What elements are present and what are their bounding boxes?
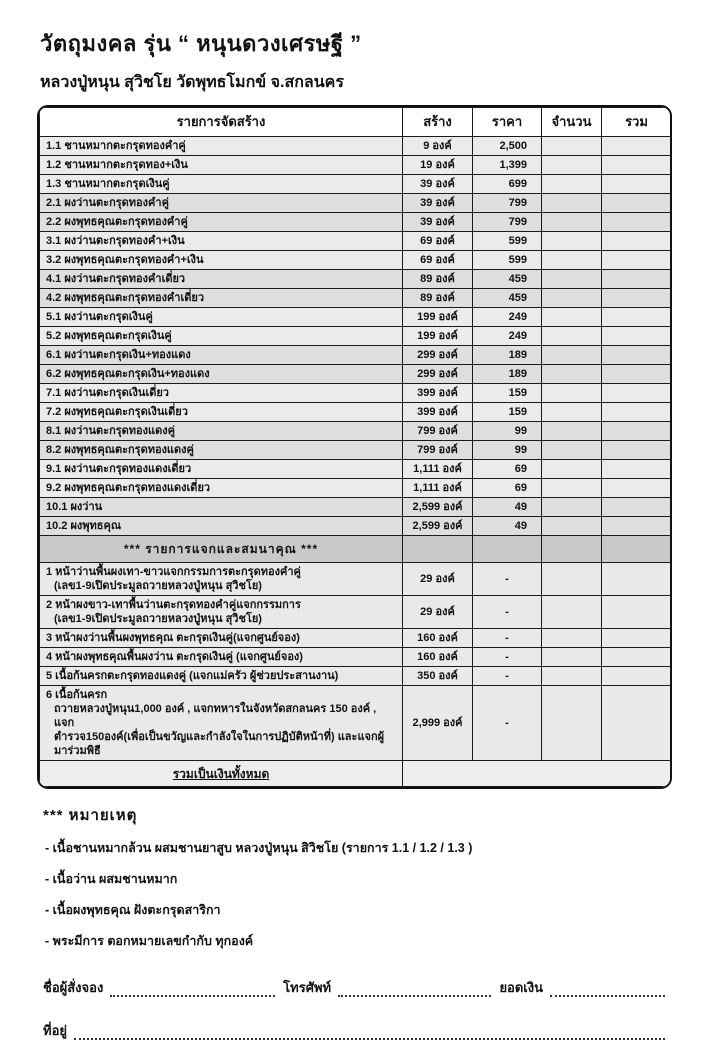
giveaway-price: - bbox=[473, 648, 542, 667]
giveaway-quantity-blank bbox=[542, 648, 602, 667]
giveaway-sum-blank bbox=[602, 667, 672, 686]
address-field bbox=[74, 1026, 665, 1040]
item-quantity-blank bbox=[542, 156, 602, 175]
item-price: 49 bbox=[473, 498, 542, 517]
item-row bbox=[40, 308, 672, 327]
item-price: 189 bbox=[473, 346, 542, 365]
items-section bbox=[40, 137, 672, 536]
item-price: 69 bbox=[473, 479, 542, 498]
item-name: 7.2 ผงพุทธคุณตะกรุดเงินเดี่ยว bbox=[40, 403, 403, 422]
giveaway-sum-blank bbox=[602, 686, 672, 761]
item-made-count: 89 องค์ bbox=[403, 289, 473, 308]
item-price: 49 bbox=[473, 517, 542, 536]
section-header-label: *** รายการแจกและสมนาคุณ *** bbox=[40, 536, 403, 563]
item-row bbox=[40, 441, 672, 460]
item-name: 8.2 ผงพุทธคุณตะกรุดทองแดงคู่ bbox=[40, 441, 403, 460]
item-name: 9.2 ผงพุทธคุณตะกรุดทองแดงเดี่ยว bbox=[40, 479, 403, 498]
item-made-count: 39 องค์ bbox=[403, 194, 473, 213]
page-title: วัตถุมงคล รุ่น “ หนุนดวงเศรษฐี ” bbox=[40, 31, 362, 56]
item-name: 10.2 ผงพุทธคุณ bbox=[40, 517, 403, 536]
note-line: - พระมีการ ตอกหมายเลขกำกับ ทุกองค์ bbox=[45, 934, 254, 948]
amount-label: ยอดเงิน bbox=[499, 980, 543, 995]
item-price: 159 bbox=[473, 403, 542, 422]
item-name: 9.1 ผงว่านตะกรุดทองแดงเดี่ยว bbox=[40, 460, 403, 479]
item-row bbox=[40, 213, 672, 232]
item-sum-blank bbox=[602, 384, 672, 403]
item-quantity-blank bbox=[542, 441, 602, 460]
item-row bbox=[40, 232, 672, 251]
item-price: 599 bbox=[473, 232, 542, 251]
item-made-count: 39 องค์ bbox=[403, 213, 473, 232]
giveaway-sum-blank bbox=[602, 629, 672, 648]
item-sum-blank bbox=[602, 232, 672, 251]
item-row bbox=[40, 403, 672, 422]
item-quantity-blank bbox=[542, 194, 602, 213]
phone-label: โทรศัพท์ bbox=[283, 980, 332, 995]
giveaway-price: - bbox=[473, 596, 542, 629]
item-quantity-blank bbox=[542, 213, 602, 232]
item-made-count: 39 องค์ bbox=[403, 175, 473, 194]
item-quantity-blank bbox=[542, 270, 602, 289]
item-made-count: 199 องค์ bbox=[403, 308, 473, 327]
column-header-quantity: จำนวน bbox=[542, 108, 602, 137]
item-row bbox=[40, 498, 672, 517]
item-sum-blank bbox=[602, 175, 672, 194]
item-made-count: 2,599 องค์ bbox=[403, 517, 473, 536]
item-row bbox=[40, 270, 672, 289]
giveaway-sum-blank bbox=[602, 648, 672, 667]
giveaway-row bbox=[40, 596, 672, 629]
address-label: ที่อยู่ bbox=[43, 1023, 67, 1038]
item-sum-blank bbox=[602, 156, 672, 175]
item-sum-blank bbox=[602, 194, 672, 213]
amount-field bbox=[550, 983, 665, 997]
giveaway-name: 5 เนื้อก้นครกตะกรุดทองแดงคู่ (แจกแม่ครัว ผู้ช่วยประสานงาน) bbox=[40, 667, 403, 686]
note-line: - เนื้อว่าน ผสมชานหมาก bbox=[45, 872, 178, 886]
item-price: 249 bbox=[473, 308, 542, 327]
giveaway-row bbox=[40, 686, 672, 761]
giveaway-made-count: 29 องค์ bbox=[403, 596, 473, 629]
page-subtitle: หลวงปู่หนุน สุวิชโย วัดพุทธโมกข์ จ.สกลนคร bbox=[40, 74, 344, 91]
column-header-item: รายการจัดสร้าง bbox=[40, 108, 403, 137]
item-price: 459 bbox=[473, 270, 542, 289]
item-sum-blank bbox=[602, 460, 672, 479]
giveaway-name: 6 เนื้อก้นครก ถวายหลวงปู่หนุน1,000 องค์ , แจกทหารในจังหวัดสกลนคร 150 องค์ , แจก ตำรวจ150องค์(เพื่อเป็นขวัญและกำลังใจในการปฏิบัติหน้าที่) และแจกผู้มาร่วมพิธี bbox=[40, 686, 403, 761]
item-row bbox=[40, 251, 672, 270]
item-row bbox=[40, 289, 672, 308]
form-line-contact bbox=[43, 977, 673, 998]
item-quantity-blank bbox=[542, 403, 602, 422]
giveaway-row bbox=[40, 563, 672, 596]
order-table bbox=[37, 105, 672, 789]
item-name: 6.1 ผงว่านตะกรุดเงิน+ทองแดง bbox=[40, 346, 403, 365]
table-header-row bbox=[40, 108, 672, 137]
giveaway-made-count: 160 องค์ bbox=[403, 629, 473, 648]
item-sum-blank bbox=[602, 270, 672, 289]
item-name: 1.2 ชานหมากตะกรุดทอง+เงิน bbox=[40, 156, 403, 175]
item-sum-blank bbox=[602, 346, 672, 365]
item-name: 2.2 ผงพุทธคุณตะกรุดทองคำคู่ bbox=[40, 213, 403, 232]
item-quantity-blank bbox=[542, 365, 602, 384]
giveaway-price: - bbox=[473, 629, 542, 648]
item-price: 189 bbox=[473, 365, 542, 384]
form-line-address bbox=[43, 1020, 673, 1041]
item-sum-blank bbox=[602, 137, 672, 156]
giveaway-made-count: 29 องค์ bbox=[403, 563, 473, 596]
column-header-sum: รวม bbox=[602, 108, 672, 137]
item-sum-blank bbox=[602, 517, 672, 536]
item-made-count: 1,111 องค์ bbox=[403, 460, 473, 479]
giveaway-made-count: 160 องค์ bbox=[403, 648, 473, 667]
item-quantity-blank bbox=[542, 232, 602, 251]
item-sum-blank bbox=[602, 422, 672, 441]
item-price: 599 bbox=[473, 251, 542, 270]
item-price: 799 bbox=[473, 213, 542, 232]
item-made-count: 399 องค์ bbox=[403, 384, 473, 403]
item-price: 799 bbox=[473, 194, 542, 213]
phone-field bbox=[338, 983, 491, 997]
item-quantity-blank bbox=[542, 308, 602, 327]
item-name: 1.1 ชานหมากตะกรุดทองคำคู่ bbox=[40, 137, 403, 156]
item-quantity-blank bbox=[542, 498, 602, 517]
item-row bbox=[40, 384, 672, 403]
item-row bbox=[40, 460, 672, 479]
item-sum-blank bbox=[602, 498, 672, 517]
giveaway-sum-blank bbox=[602, 563, 672, 596]
item-quantity-blank bbox=[542, 327, 602, 346]
item-made-count: 9 องค์ bbox=[403, 137, 473, 156]
item-quantity-blank bbox=[542, 137, 602, 156]
item-name: 4.2 ผงพุทธคุณตะกรุดทองคำเดี่ยว bbox=[40, 289, 403, 308]
item-price: 459 bbox=[473, 289, 542, 308]
giveaway-name: 2 หน้าผงขาว-เทาพื้นว่านตะกรุดทองคำคู่แจกกรรมการ (เลข1-9เปิดประมูลถวายหลวงปู่หนุน สุวิชโย) bbox=[40, 596, 403, 629]
total-section bbox=[40, 761, 672, 787]
item-name: 5.1 ผงว่านตะกรุดเงินคู่ bbox=[40, 308, 403, 327]
item-row bbox=[40, 175, 672, 194]
item-name: 8.1 ผงว่านตะกรุดทองแดงคู่ bbox=[40, 422, 403, 441]
item-name: 10.1 ผงว่าน bbox=[40, 498, 403, 517]
item-made-count: 69 องค์ bbox=[403, 232, 473, 251]
giveaway-price: - bbox=[473, 686, 542, 761]
item-quantity-blank bbox=[542, 251, 602, 270]
section-header-row bbox=[40, 536, 672, 563]
note-line: - เนื้อผงพุทธคุณ ฝังตะกรุดสาริกา bbox=[45, 903, 221, 917]
giveaway-row bbox=[40, 629, 672, 648]
item-price: 249 bbox=[473, 327, 542, 346]
item-made-count: 69 องค์ bbox=[403, 251, 473, 270]
item-price: 699 bbox=[473, 175, 542, 194]
orderer-name-field bbox=[110, 983, 275, 997]
item-name: 2.1 ผงว่านตะกรุดทองคำคู่ bbox=[40, 194, 403, 213]
column-header-made: สร้าง bbox=[403, 108, 473, 137]
giveaway-row bbox=[40, 667, 672, 686]
item-price: 2,500 bbox=[473, 137, 542, 156]
item-sum-blank bbox=[602, 479, 672, 498]
item-price: 159 bbox=[473, 384, 542, 403]
notes-section bbox=[43, 803, 672, 951]
item-name: 1.3 ชานหมากตะกรุดเงินคู่ bbox=[40, 175, 403, 194]
column-header-price: ราคา bbox=[473, 108, 542, 137]
giveaway-name: 3 หน้าผงว่านพื้นผงพุทธคุณ ตะกรุดเงินคู่(แจกศูนย์จอง) bbox=[40, 629, 403, 648]
giveaway-row bbox=[40, 648, 672, 667]
item-row bbox=[40, 194, 672, 213]
giveaway-price: - bbox=[473, 667, 542, 686]
giveaway-made-count: 350 องค์ bbox=[403, 667, 473, 686]
item-name: 3.2 ผงพุทธคุณตะกรุดทองคำ+เงิน bbox=[40, 251, 403, 270]
item-made-count: 89 องค์ bbox=[403, 270, 473, 289]
giveaway-sum-blank bbox=[602, 596, 672, 629]
item-row bbox=[40, 137, 672, 156]
giveaway-name: 1 หน้าว่านพื้นผงเทา-ขาวแจกกรรมการตะกรุดทองคำคู่ (เลข1-9เปิดประมูลถวายหลวงปู่หนุน สุวิชโย) bbox=[40, 563, 403, 596]
item-made-count: 199 องค์ bbox=[403, 327, 473, 346]
item-quantity-blank bbox=[542, 346, 602, 365]
item-name: 6.2 ผงพุทธคุณตะกรุดเงิน+ทองแดง bbox=[40, 365, 403, 384]
item-row bbox=[40, 517, 672, 536]
item-row bbox=[40, 327, 672, 346]
giveaway-name: 4 หน้าผงพุทธคุณพื้นผงว่าน ตะกรุดเงินคู่ (แจกศูนย์จอง) bbox=[40, 648, 403, 667]
item-sum-blank bbox=[602, 403, 672, 422]
item-made-count: 1,111 องค์ bbox=[403, 479, 473, 498]
item-made-count: 799 องค์ bbox=[403, 441, 473, 460]
item-sum-blank bbox=[602, 308, 672, 327]
item-sum-blank bbox=[602, 213, 672, 232]
note-line: - เนื้อชานหมากล้วน ผสมชานยาสูบ หลวงปู่หนุน สิวิชโย (รายการ 1.1 / 1.2 / 1.3 ) bbox=[45, 841, 473, 855]
giveaway-price: - bbox=[473, 563, 542, 596]
item-name: 4.1 ผงว่านตะกรุดทองคำเดี่ยว bbox=[40, 270, 403, 289]
item-row bbox=[40, 422, 672, 441]
item-quantity-blank bbox=[542, 422, 602, 441]
giveaway-made-count: 2,999 องค์ bbox=[403, 686, 473, 761]
item-row bbox=[40, 346, 672, 365]
item-name: 7.1 ผงว่านตะกรุดเงินเดี่ยว bbox=[40, 384, 403, 403]
item-sum-blank bbox=[602, 289, 672, 308]
item-made-count: 2,599 องค์ bbox=[403, 498, 473, 517]
giveaway-quantity-blank bbox=[542, 686, 602, 761]
item-sum-blank bbox=[602, 251, 672, 270]
item-quantity-blank bbox=[542, 289, 602, 308]
item-sum-blank bbox=[602, 441, 672, 460]
item-price: 99 bbox=[473, 422, 542, 441]
giveaway-quantity-blank bbox=[542, 629, 602, 648]
item-name: 3.1 ผงว่านตะกรุดทองคำ+เงิน bbox=[40, 232, 403, 251]
item-quantity-blank bbox=[542, 479, 602, 498]
item-quantity-blank bbox=[542, 175, 602, 194]
item-row bbox=[40, 479, 672, 498]
item-row bbox=[40, 156, 672, 175]
item-made-count: 399 องค์ bbox=[403, 403, 473, 422]
notes-header: *** หมายเหตุ bbox=[43, 807, 138, 824]
item-quantity-blank bbox=[542, 460, 602, 479]
giveaway-quantity-blank bbox=[542, 563, 602, 596]
item-made-count: 299 องค์ bbox=[403, 346, 473, 365]
item-price: 99 bbox=[473, 441, 542, 460]
item-made-count: 799 องค์ bbox=[403, 422, 473, 441]
item-made-count: 19 องค์ bbox=[403, 156, 473, 175]
orderer-name-label: ชื่อผู้สั่งจอง bbox=[43, 980, 104, 995]
customer-form bbox=[43, 977, 673, 1041]
item-price: 69 bbox=[473, 460, 542, 479]
item-quantity-blank bbox=[542, 384, 602, 403]
giveaway-section-header bbox=[40, 536, 672, 563]
item-sum-blank bbox=[602, 365, 672, 384]
giveaways-section bbox=[40, 563, 672, 761]
item-name: 5.2 ผงพุทธคุณตะกรุดเงินคู่ bbox=[40, 327, 403, 346]
total-row bbox=[40, 761, 672, 787]
item-row bbox=[40, 365, 672, 384]
item-quantity-blank bbox=[542, 517, 602, 536]
item-made-count: 299 องค์ bbox=[403, 365, 473, 384]
total-amount-cell bbox=[403, 761, 672, 787]
giveaway-quantity-blank bbox=[542, 667, 602, 686]
item-sum-blank bbox=[602, 327, 672, 346]
item-price: 1,399 bbox=[473, 156, 542, 175]
giveaway-quantity-blank bbox=[542, 596, 602, 629]
total-label: รวมเป็นเงินทั้งหมด bbox=[172, 766, 270, 781]
